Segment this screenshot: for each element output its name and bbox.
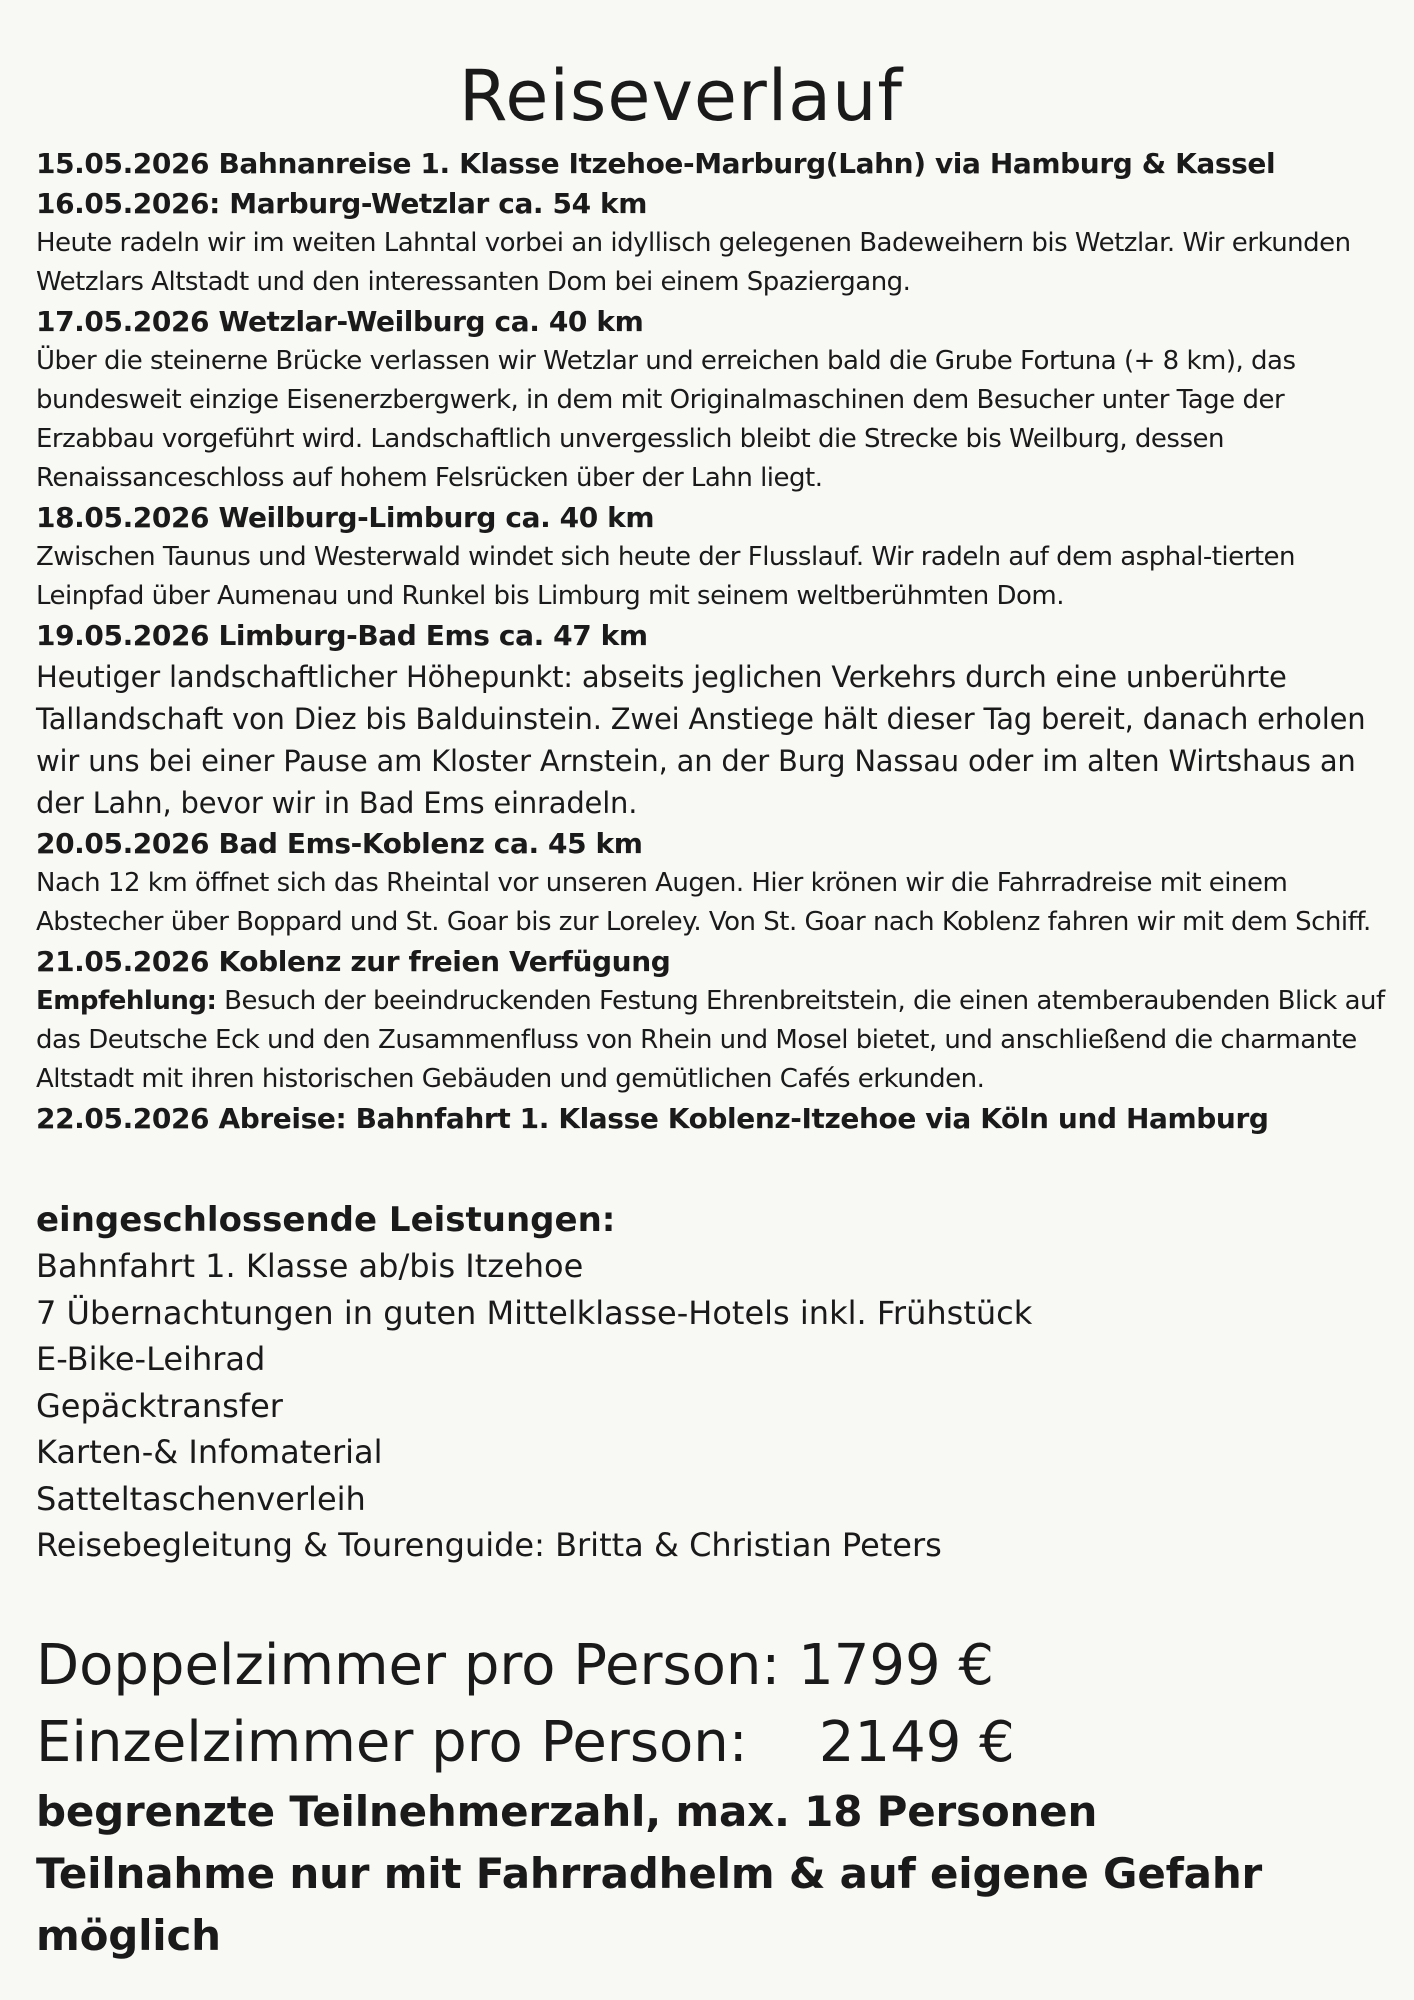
- service-item: 7 Übernachtungen in guten Mittelklasse-Hotels inkl. Frühstück: [36, 1293, 1033, 1332]
- day-description: Nach 12 km öffnet sich das Rheintal vor unseren Augen. Hier krönen wir die Fahrradreise mit einem Abstecher über Boppard und St. Goar bis zur Loreley. Von St. Goar nach Koblenz fahren wir mit dem Schiff.: [36, 868, 1371, 937]
- single-room-price: Einzelzimmer pro Person: 2149 €: [36, 1709, 1015, 1775]
- day-heading: 15.05.2026 Bahnanreise 1. Klasse Itzehoe-Marburg(Lahn) via Hamburg & Kassel: [36, 147, 1276, 180]
- service-item: Gepäcktransfer: [36, 1386, 283, 1425]
- day-description: Heutiger landschaftlicher Höhepunkt: abseits jeglichen Verkehrs durch eine unberührte Tallandschaft von Diez bis Balduinstein. Zwei Anstiege hält dieser Tag bereit, danach erholen wir uns bei einer Pause am Kloster Arnstein, an der Burg Nassau oder im alten Wirtshaus an der Lahn, bevor wir in Bad Ems einradeln.: [36, 660, 1366, 820]
- page-title: Reiseverlauf: [458, 55, 904, 137]
- day-heading: 19.05.2026 Limburg-Bad Ems ca. 47 km: [36, 619, 648, 652]
- recommendation-label: Empfehlung:: [36, 986, 217, 1016]
- helmet-note: Teilnahme nur mit Fahrradhelm & auf eigene Gefahr möglich: [36, 1848, 1263, 1960]
- day-heading: 22.05.2026 Abreise: Bahnfahrt 1. Klasse Koblenz-Itzehoe via Köln und Hamburg: [36, 1102, 1269, 1135]
- double-room-price: Doppelzimmer pro Person: 1799 €: [36, 1632, 995, 1698]
- service-item: E-Bike-Leihrad: [36, 1340, 266, 1378]
- day-heading: 17.05.2026 Wetzlar-Weilburg ca. 40 km: [36, 305, 644, 338]
- included-services: [36, 1197, 1396, 1569]
- price-section: [36, 1627, 1396, 1781]
- service-item: Reisebegleitung & Tourenguide: Britta & Christian Peters: [36, 1526, 942, 1564]
- day-heading: 21.05.2026 Koblenz zur freien Verfügung: [36, 945, 671, 978]
- day-description: Zwischen Taunus und Westerwald windet sich heute der Flusslauf. Wir radeln auf dem asphal-tierten Leinpfad über Aumenau und Runkel bis Limburg mit seinem weltberühmten Dom.: [36, 542, 1296, 611]
- itinerary-page: [36, 0, 1396, 1967]
- services-heading: eingeschlossende Leistungen:: [36, 1200, 616, 1240]
- service-item: Bahnfahrt 1. Klasse ab/bis Itzehoe: [36, 1247, 584, 1285]
- day-description: Über die steinerne Brücke verlassen wir Wetzlar und erreichen bald die Grube Fortuna (+ 8 km), das bundesweit einzige Eisenerzbergwerk, in dem mit Originalmaschinen dem Besucher unter Tage der Erzabbau vorgeführt wird. Landschaftlich unvergesslich bleibt die Strecke bis Weilburg, dessen Renaissanceschloss auf hohem Felsrücken über der Lahn liegt.: [36, 346, 1296, 493]
- participant-limit-note: begrenzte Teilnehmerzahl, max. 18 Personen: [36, 1786, 1098, 1836]
- recommendation-text: Besuch der beeindruckenden Festung Ehrenbreitstein, die einen atemberaubenden Blick auf das Deutsche Eck und den Zusammenfluss von Rhein und Mosel bietet, und anschließend die charmante Altstadt mit ihren historischen Gebäuden und gemütlichen Cafés erkunden.: [36, 986, 1385, 1094]
- service-item: Satteltaschenverleih: [36, 1479, 366, 1518]
- day-heading: 18.05.2026 Weilburg-Limburg ca. 40 km: [36, 501, 655, 534]
- itinerary-list: [36, 144, 1396, 1139]
- day-description: [36, 982, 1396, 1099]
- day-description: Heute radeln wir im weiten Lahntal vorbei an idyllisch gelegenen Badeweihern bis Wetzlar. Wir erkunden Wetzlars Altstadt und den interessanten Dom bei einem Spaziergang.: [36, 228, 1351, 297]
- service-item: Karten-& Infomaterial: [36, 1433, 383, 1471]
- day-heading: 20.05.2026 Bad Ems-Koblenz ca. 45 km: [36, 827, 643, 860]
- day-heading: 16.05.2026: Marburg-Wetzlar ca. 54 km: [36, 187, 648, 220]
